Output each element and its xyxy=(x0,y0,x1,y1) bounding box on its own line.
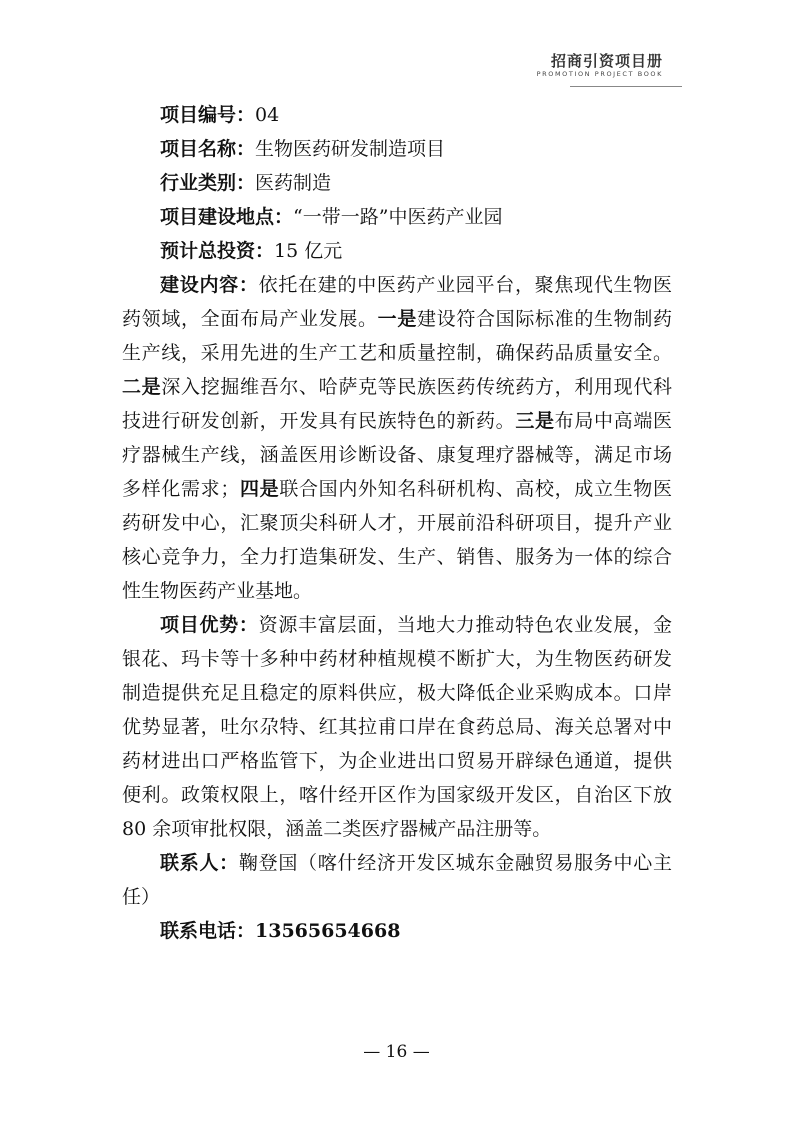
field-location xyxy=(122,200,672,234)
field-value: 生物医药研发制造项目 xyxy=(255,138,446,160)
field-value: 医药制造 xyxy=(255,172,332,194)
document-body xyxy=(122,98,672,948)
field-label: 行业类别： xyxy=(160,172,256,194)
page-number: — 16 — xyxy=(363,1042,430,1062)
header-divider xyxy=(570,86,682,87)
item-ordinal: 二是 xyxy=(122,376,162,398)
contact-label: 联系人： xyxy=(160,852,239,874)
contact-value: 鞠登国（喀什经济开发区城东金融贸易服务中心主任） xyxy=(122,852,672,908)
item-ordinal: 一是 xyxy=(377,308,417,330)
phone-value: 13565654668 xyxy=(255,920,401,942)
phone-label: 联系电话： xyxy=(160,920,256,942)
item-ordinal: 三是 xyxy=(515,410,555,432)
advantages-label: 项目优势： xyxy=(160,614,259,636)
construction-paragraph xyxy=(122,268,672,608)
field-value: 15 亿元 xyxy=(274,240,343,262)
phone-field xyxy=(122,914,672,948)
field-value: “一带一路”中医药产业园 xyxy=(293,206,503,228)
field-label: 预计总投资： xyxy=(160,240,275,262)
advantages-text: 资源丰富层面，当地大力推动特色农业发展，金银花、玛卡等十多种中药材种植规模不断扩大，为生物医药研发制造提供充足且稳定的原料供应，极大降低企业采购成本。口岸优势显著，吐尔尕特、红其拉甫口岸在食药总局、海关总署对中药材进出口严格监管下，为企业进出口贸易开辟绿色通道，提供便利。政策权限上，喀什经开区作为国家级开发区，自治区下放 80 余项审批权限，涵盖二类医疗器械产品注册等。 xyxy=(122,614,672,840)
construction-intro: 依托在建的中医药产业园平台，聚焦现代生物医药领域，全面布局产业发展。 xyxy=(122,274,672,330)
item-text: 建设符合国际标准的生物制药生产线，采用先进的生产工艺和质量控制，确保药品质量安全。 xyxy=(122,308,672,364)
brand-subtitle: PROMOTION PROJECT BOOK xyxy=(536,70,663,78)
contact-paragraph xyxy=(122,846,672,914)
construction-label: 建设内容： xyxy=(160,274,259,296)
item-ordinal: 四是 xyxy=(239,478,280,500)
field-value: 04 xyxy=(255,104,280,126)
field-project-number xyxy=(122,98,672,132)
field-label: 项目名称： xyxy=(160,138,256,160)
brand-header xyxy=(537,52,663,79)
item-text: 联合国内外知名科研机构、高校，成立生物医药研发中心，汇聚顶尖科研人才，开展前沿科研项目，提升产业核心竞争力，全力打造集研发、生产、销售、服务为一体的综合性生物医药产业基地。 xyxy=(122,478,672,602)
field-industry xyxy=(122,166,672,200)
field-project-name xyxy=(122,132,672,166)
brand-title: 招商引资项目册 xyxy=(550,52,663,70)
field-investment xyxy=(122,234,672,268)
advantages-paragraph xyxy=(122,608,672,846)
item-text: 布局中高端医疗器械生产线，涵盖医用诊断设备、康复理疗器械等，满足市场多样化需求； xyxy=(122,410,672,500)
item-text: 深入挖掘维吾尔、哈萨克等民族医药传统药方，利用现代科技进行研发创新，开发具有民族特色的新药。 xyxy=(122,376,672,432)
field-label: 项目编号： xyxy=(160,104,256,126)
field-label: 项目建设地点： xyxy=(160,206,294,228)
